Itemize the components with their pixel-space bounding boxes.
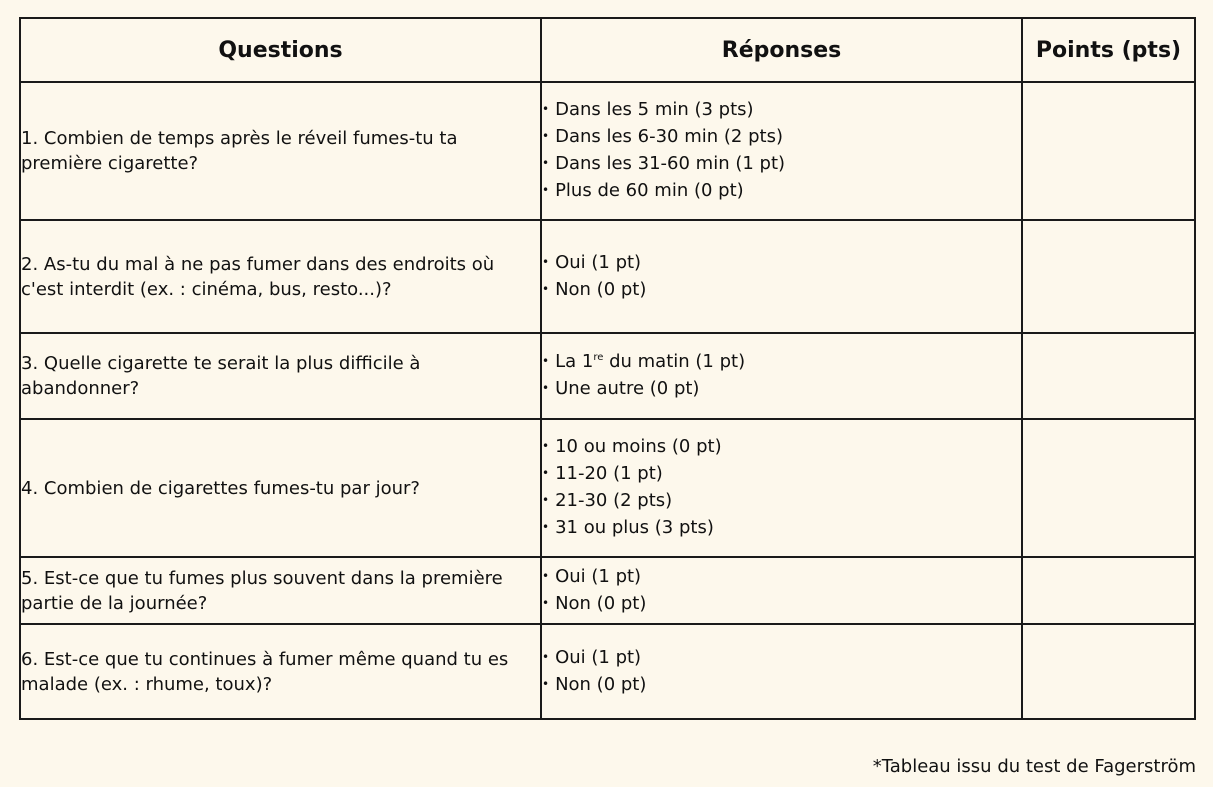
points-cell[interactable]: [1022, 624, 1195, 719]
answers-cell: [541, 624, 1022, 719]
answer-text: La 1: [555, 351, 594, 372]
table-row: [20, 557, 1195, 624]
question-cell: 5. Est-ce que tu fumes plus souvent dans la première partie de la journée?: [20, 557, 541, 624]
answers-cell: [541, 557, 1022, 624]
answers-list: [542, 250, 1021, 304]
answer-option: • 11-20 (1 pt): [542, 461, 1021, 488]
fagerstrom-table: [19, 17, 1196, 720]
answer-option: • 10 ou moins (0 pt): [542, 434, 1021, 461]
answers-cell: [541, 419, 1022, 557]
answer-option: • Oui (1 pt): [542, 564, 1021, 591]
question-cell: 6. Est-ce que tu continues à fumer même quand tu es malade (ex. : rhume, toux)?: [20, 624, 541, 719]
answer-option: • 21-30 (2 pts): [542, 488, 1021, 515]
answers-list: [542, 564, 1021, 618]
table-row: [20, 82, 1195, 220]
answer-option: • Une autre (0 pt): [542, 376, 1021, 403]
question-cell: 2. As-tu du mal à ne pas fumer dans des endroits où c'est interdit (ex. : cinéma, bus, resto...)?: [20, 220, 541, 333]
answers-list: [542, 645, 1021, 699]
answer-option: • Oui (1 pt): [542, 250, 1021, 277]
table-row: [20, 419, 1195, 557]
answers-cell: [541, 333, 1022, 419]
answers-cell: [541, 82, 1022, 220]
answer-text: du matin (1 pt): [603, 351, 746, 372]
footnote: *Tableau issu du test de Fagerström: [872, 756, 1196, 777]
header-questions: Questions: [20, 18, 541, 82]
header-row: [20, 18, 1195, 82]
table-row: [20, 333, 1195, 419]
answer-option: • Non (0 pt): [542, 277, 1021, 304]
answer-option: • Non (0 pt): [542, 672, 1021, 699]
table-row: [20, 624, 1195, 719]
answer-option: • Oui (1 pt): [542, 645, 1021, 672]
answer-option: • Plus de 60 min (0 pt): [542, 178, 1021, 205]
header-points: Points (pts): [1022, 18, 1195, 82]
answer-option: • Dans les 6-30 min (2 pts): [542, 124, 1021, 151]
ordinal-suffix: re: [593, 352, 604, 363]
answer-option: [542, 349, 1021, 376]
points-cell[interactable]: [1022, 333, 1195, 419]
question-cell: 3. Quelle cigarette te serait la plus difficile à abandonner?: [20, 333, 541, 419]
points-cell[interactable]: [1022, 557, 1195, 624]
question-cell: 4. Combien de cigarettes fumes-tu par jour?: [20, 419, 541, 557]
table-row: [20, 220, 1195, 333]
answers-list: [542, 349, 1021, 403]
answer-option: • Dans les 5 min (3 pts): [542, 97, 1021, 124]
points-cell[interactable]: [1022, 82, 1195, 220]
points-cell[interactable]: [1022, 220, 1195, 333]
header-responses: Réponses: [541, 18, 1022, 82]
answer-option: • Dans les 31-60 min (1 pt): [542, 151, 1021, 178]
answer-option: • Non (0 pt): [542, 591, 1021, 618]
answers-list: [542, 97, 1021, 205]
answers-cell: [541, 220, 1022, 333]
answer-option: • 31 ou plus (3 pts): [542, 515, 1021, 542]
answers-list: [542, 434, 1021, 542]
question-cell: 1. Combien de temps après le réveil fumes-tu ta première cigarette?: [20, 82, 541, 220]
points-cell[interactable]: [1022, 419, 1195, 557]
